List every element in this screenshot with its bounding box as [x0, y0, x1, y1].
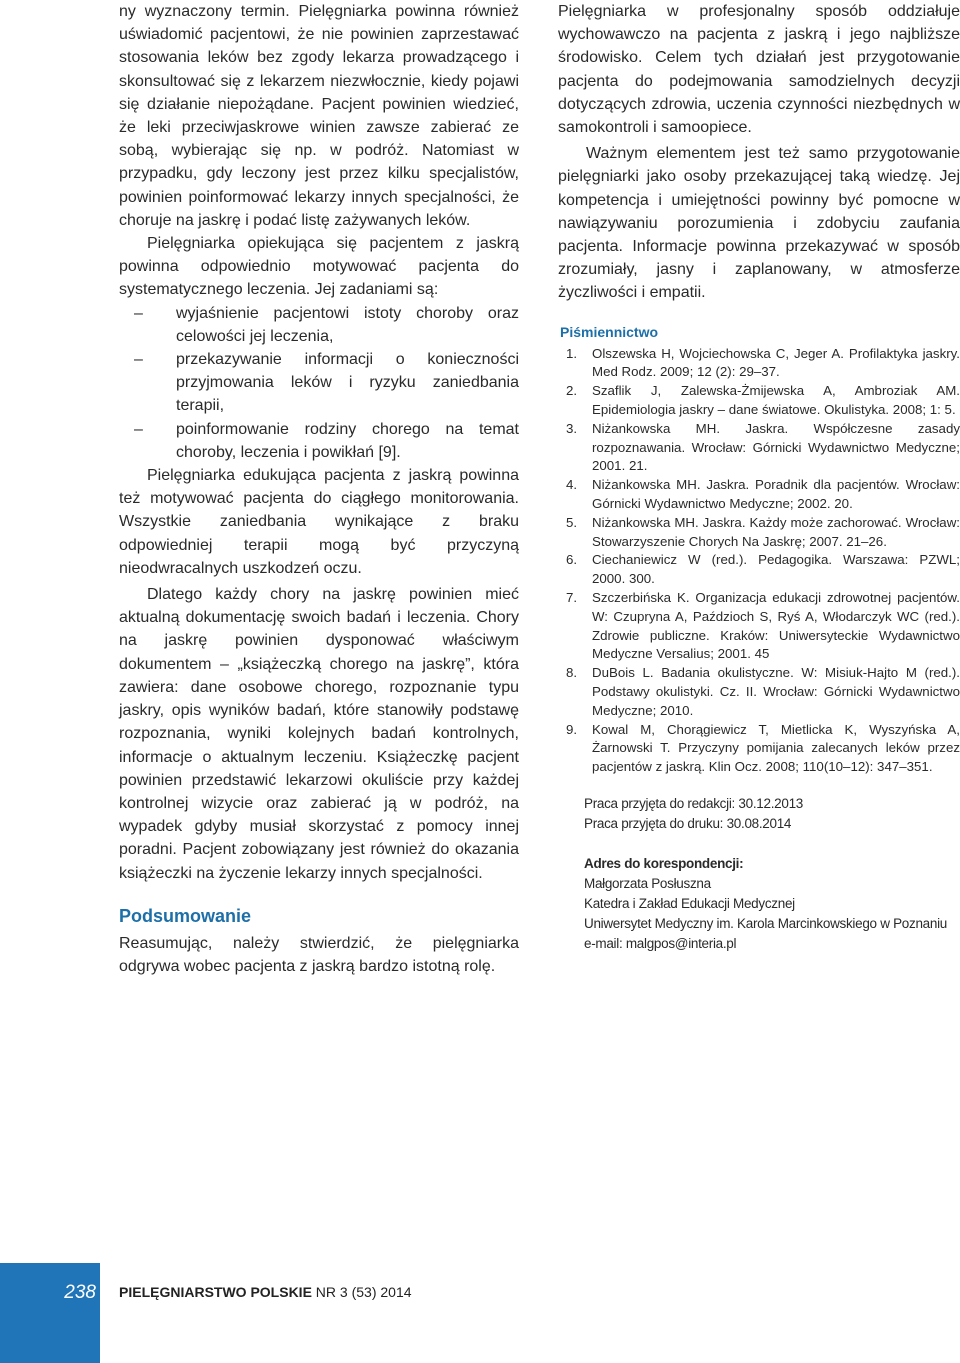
list-item: – przekazywanie informacji o konieczności przyjmowania leków i ryzyku zaniedbania terapii, [119, 348, 519, 418]
journal-name: PIELĘGNIARSTWO POLSKIE [119, 1284, 312, 1300]
journal-issue: NR 3 (53) 2014 [315, 1284, 412, 1300]
correspondence-block [558, 854, 960, 954]
journal-footer [119, 1284, 412, 1300]
department: Katedra i Zakład Edukacji Medycznej [584, 895, 795, 911]
dash-bullet: – [134, 420, 143, 438]
university: Uniwersytet Medyczny im. Karola Marcinkowskiego w Poznaniu [584, 915, 947, 931]
body-paragraph: Pielęgniarka edukująca pacjenta z jaskrą powinna też motywować pacjenta do ciągłego monitorowania. Wszystkie zaniedbania wynikające z braku odpowiedniej terapii mogą być przyczyną nieodwracalnych uszkodzeń oczu. [119, 467, 519, 577]
right-column [558, 0, 960, 954]
author-name: Małgorzata Posłuszna [584, 875, 711, 891]
reference-item: 5. Niżankowska MH. Jaskra. Każdy może zachorować. Wrocław: Stowarzyszenie Chorych Na Jaskrę; 2007. 21–26. [566, 514, 960, 549]
acceptance-dates [558, 794, 960, 834]
accepted-date: Praca przyjęta do druku: 30.08.2014 [584, 815, 792, 831]
reference-item: 3. Niżankowska MH. Jaskra. Współczesne zasady rozpoznawania. Wrocław: Górnicki Wydawnictwo Medyczne; 2001. 21. [566, 420, 960, 474]
body-paragraph: Ważnym elementem jest też samo przygotowanie pielęgniarki jako osoby przekazującej taką wiedzę. Jej kompetencja i umiejętności powinny być pomocne w nawiązywaniu porozumienia i zdobyciu zaufania pacjenta. Informacje powinna przekazywać w sposób zrozumiały, jasny i zaplanowany, w atmosferze życzliwości i empatii. [558, 145, 960, 302]
list-item: – poinformowanie rodziny chorego na temat choroby, leczenia i powikłań [9]. [119, 418, 519, 464]
summary-heading: Podsumowanie [119, 905, 252, 926]
list-item: – wyjaśnienie pacjentowi istoty choroby oraz celowości jej leczenia, [119, 302, 519, 348]
references-heading: Piśmiennictwo [560, 323, 659, 340]
page-number-box [0, 1263, 100, 1363]
reference-item: 7. Szczerbińska K. Organizacja edukacji zdrowotnej pacjentów. W: Czupryna A, Paździoch S, Ryś A, Włodarczyk WC (red.). Zdrowie publiczne. Kraków: Uniwersyteckie Wydawnictwo Medyczne Versalius; 2001. 45 [566, 590, 960, 662]
correspondence-label: Adres do korespondencji: [584, 855, 744, 871]
summary-paragraph: Reasumując, należy stwierdzić, że pielęgniarka odgrywa wobec pacjenta z jaskrą bardzo istotną rolę. [119, 934, 519, 975]
reference-item: 6. Ciechaniewicz W (red.). Pedagogika. Warszawa: PZWL; 2000. 300. [566, 552, 960, 587]
body-paragraph: Dlatego każdy chory na jaskrę powinien mieć aktualną dokumentację swoich badań i leczenia. Chory na jaskrę powinien dysponować właściwym dokumentem – „książeczką chorego na jaskrę”, która zawiera: dane osobowe chorego, rozpoznanie typu jaskry, opis wyników badań, które stanowiły podstawę rozpoznania, wyniki kolejnych badań kontrolnych, informacje o aktualnym leczeniu. Książeczkę pacjent powinien przedstawić lekarzowi okuliście przy każdej kontrolnej wizycie oraz zabierać ją w podróż, na wypadek gdyby musiał skorzystać z pomocy innej poradni. Pacjent zobowiązany jest również do okazania książeczki na życzenie lekarzy innych specjalności. [119, 586, 519, 882]
body-paragraph: ny wyznaczony termin. Pielęgniarka powinna również uświadomić pacjentowi, że nie powinien zaprzestawać stosowania leków bez zgody lekarza prowadzącego i skonsultować się z lekarzem niezwłocznie, kiedy pojawi się działanie niepożądane. Pacjent powinien wiedzieć, że leki przeciwjaskrowe winien zawsze zabierać ze sobą, wybierając się np. w podróż. Natomiast w przypadku, gdy leczony jest przez kilku specjalistów, powinien poinformować lekarzy innych specjalności, że choruje na jaskrę i podać listę zażywanych leków. [119, 3, 519, 229]
email: e-mail: malgpos@interia.pl [584, 935, 737, 951]
body-paragraph: Pielęgniarka opiekująca się pacjentem z jaskrą powinna odpowiednio motywować pacjenta do systematycznego leczenia. Jej zadaniami są: [119, 235, 519, 299]
dash-bullet: – [134, 351, 143, 369]
body-paragraph: Pielęgniarka w profesjonalny sposób oddziałuje wychowawczo na pacjenta z jaskrą i jego najbliższe środowisko. Celem tych działań jest przygotowanie pacjenta do podejmowania samodzielnych decyzji dotyczących zdrowia, uczenia czynności niezbędnych w samokontroli i samoopiece. [558, 3, 960, 137]
reference-item: 9. Kowal M, Chorągiewicz T, Mietlicka K, Wyszyńska A, Żarnowski T. Przyczyny pomijania zalecanych leków przez pacjentów z jaskrą. Klin Ocz. 2008; 110(10–12): 347–351. [566, 721, 960, 775]
received-date: Praca przyjęta do redakcji: 30.12.2013 [584, 795, 803, 811]
task-list [119, 302, 519, 464]
page-number: 238 [64, 1282, 96, 1303]
reference-item: 2. Szaflik J, Zalewska-Żmijewska A, Ambroziak AM. Epidemiologia jaskry – dane światowe. Okulistyka. 2008; 1: 5. [566, 383, 960, 418]
reference-item: 4. Niżankowska MH. Jaskra. Poradnik dla pacjentów. Wrocław: Górnicki Wydawnictwo Medyczne; 2002. 20. [566, 477, 960, 512]
dash-bullet: – [134, 304, 143, 322]
reference-item: 1. Olszewska H, Wojciechowska C, Jeger A. Profilaktyka jaskry. Med Rodz. 2009; 12 (2): 29–37. [566, 345, 960, 380]
left-column [119, 0, 519, 978]
references-list [558, 345, 960, 777]
reference-item: 8. DuBois L. Badania okulistyczne. W: Misiuk-Hajto M (red.). Podstawy okulistyki. Cz. II. Wrocław: Górnicki Wydawnictwo Medyczne; 2010. [566, 665, 960, 718]
